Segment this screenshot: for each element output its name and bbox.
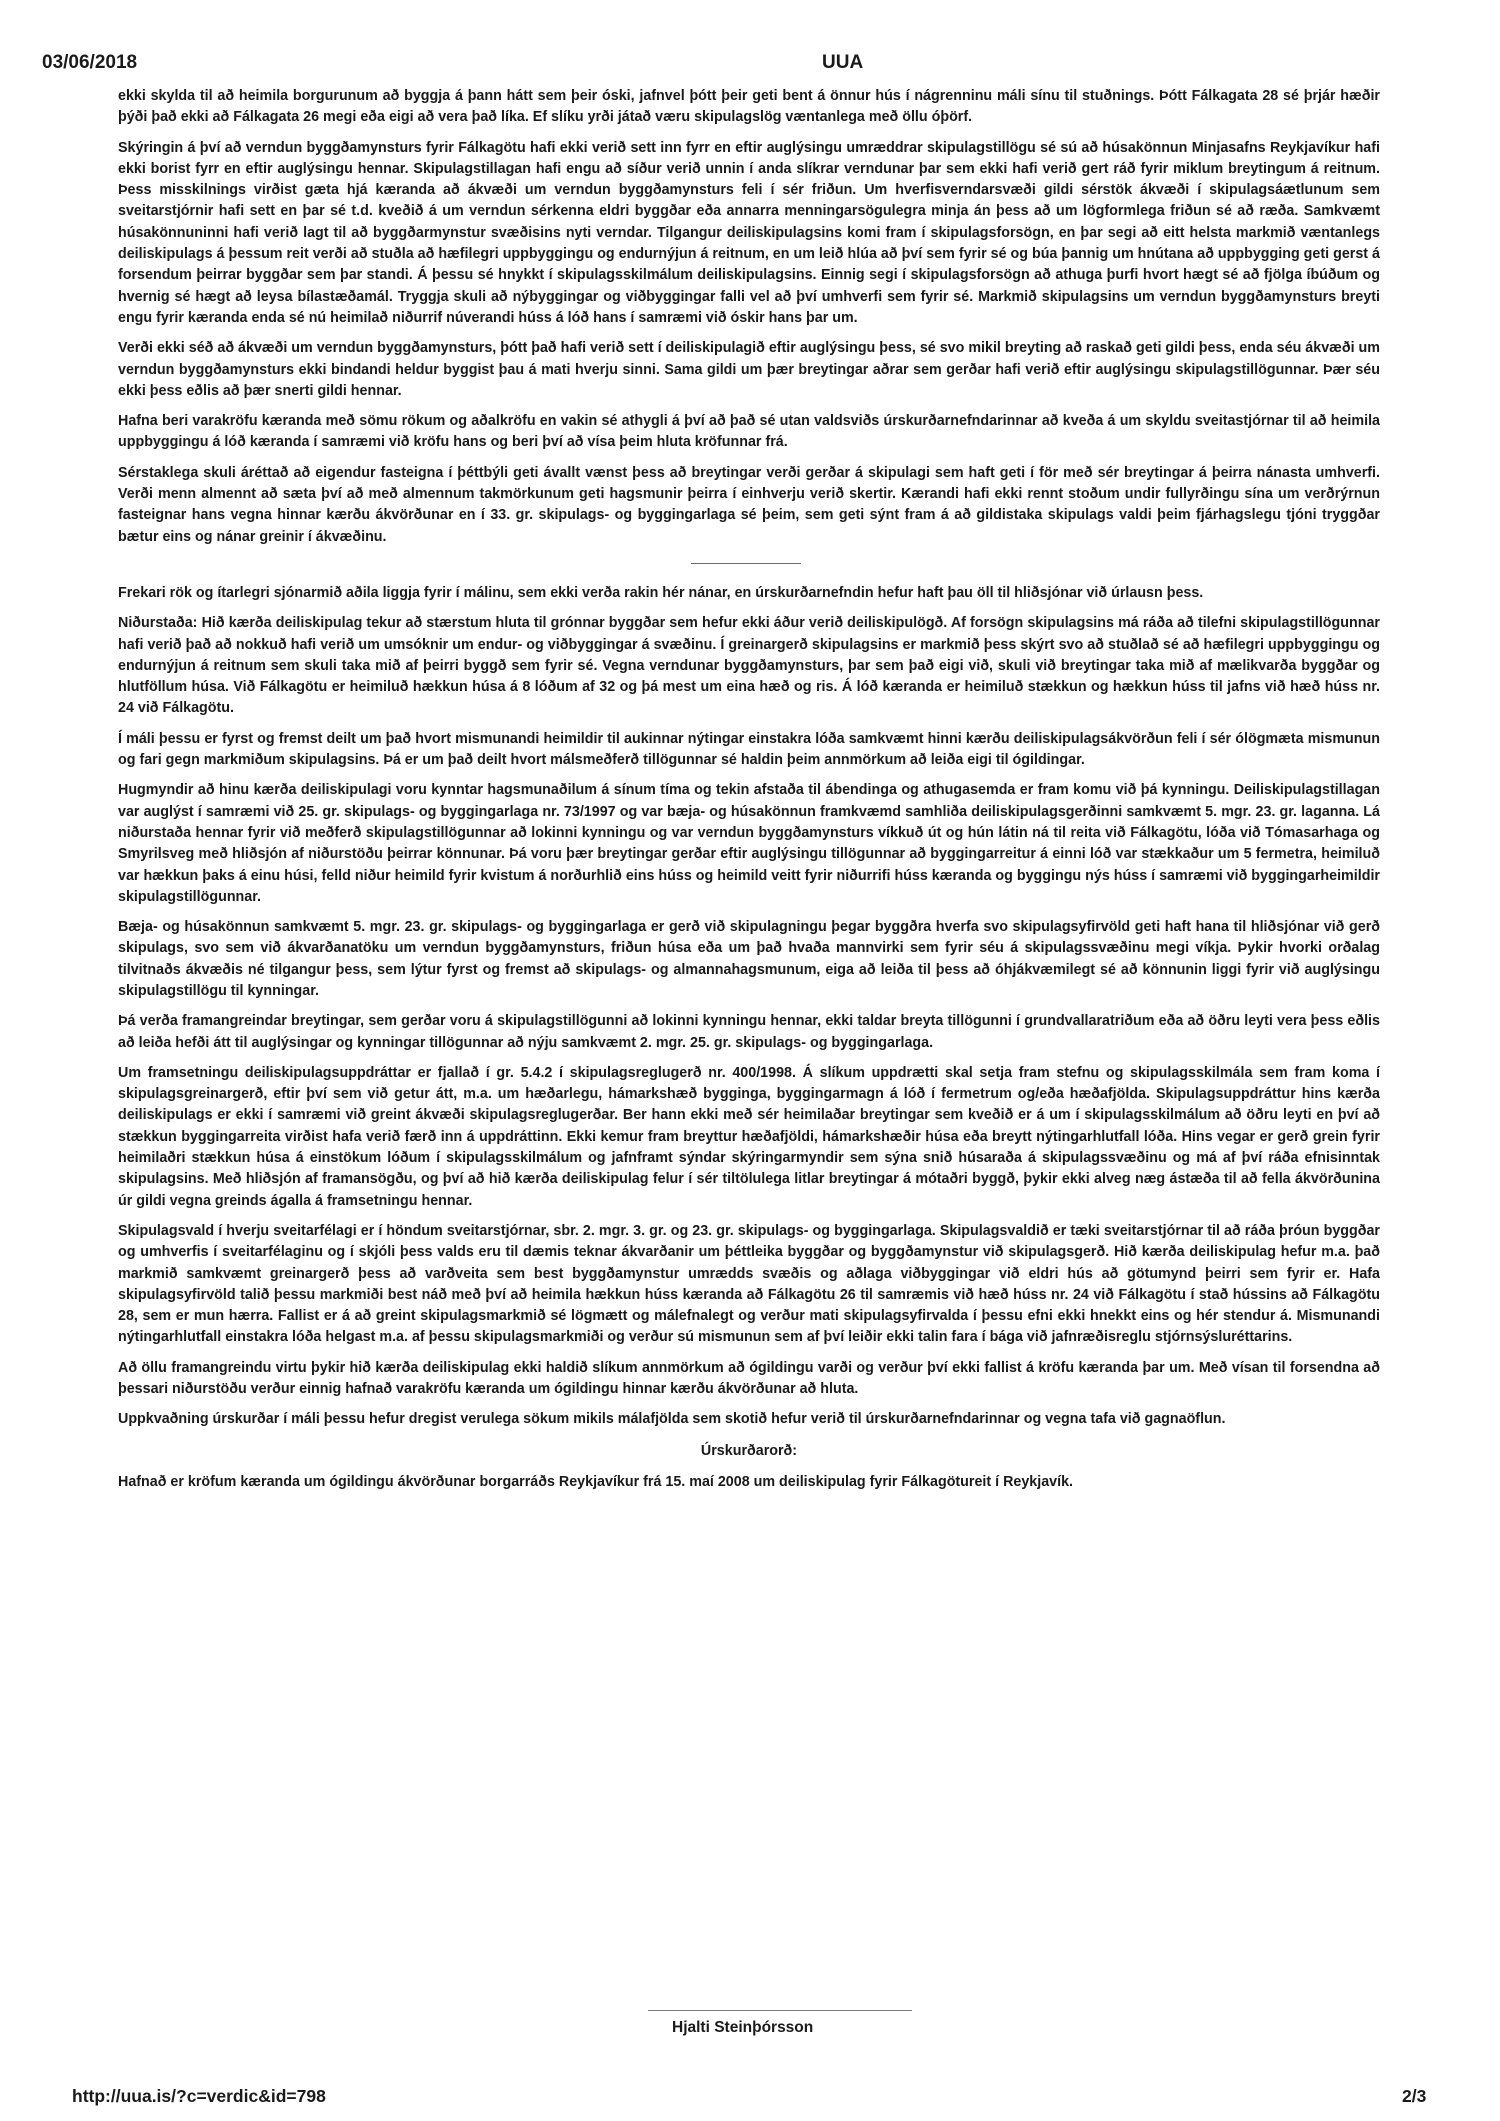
paragraph: Skipulagsvald í hverju sveitarfélagi er í höndum sveitarstjórnar, sbr. 2. mgr. 3. gr. og 23. gr. skipulags- og byggingarlaga. Skipulagsvaldið er tæki sveitarstjórnar til að ráða þróun byggðar og umhverfis í sveitarfélaginu og í skjóli þess valds eru til dæmis teknar ákvarðanir um þéttleika byggðar og byggðamynstur við skipulagsgerð. Hið kærða deiliskipulag hefur m.a. það markmið samkvæmt greinargerð þess að varðveita sem best byggðamynstur umrædds svæðis og aðlaga viðbyggingar við eldri hús að götumynd þeirri sem fyrir er. Hafa skipulagsyfirvöld talið þessu markmiði best náð með því að heimila hækkun húss kæranda að Fálkagötu 26 til samræmis við hæð húss nr. 24 við Fálkagötu í stað hússins að Fálkagötu 28, sem er mun hærra. Fallist er á að greint skipulagsmarkmið sé lögmætt og málefnalegt og verður mati skipulagsyfirvalda í þessu efni ekki hnekkt eins og hér stendur á. Mismunandi nýtingarhlutfall einstakra lóða helgast m.a. af þessu skipulagsmarkmiði og verður sú mismunun sem af því leiðir ekki talin fara í bága við jafnræðisreglu stjórnsýsluréttarins. xyxy=(118,1222,1380,1346)
paragraph: Um framsetningu deiliskipulagsuppdráttar er fjallað í gr. 5.4.2 í skipulagsreglugerð nr. 400/1998. Á slíkum uppdrætti skal setja fram stefnu og skipulagsskilmála sem fram koma í skipulagsgreinargerð, eftir því sem við getur átt, m.a. um hæðarlegu, hámarkshæð bygginga, byggingarmagn á lóð í fermetrum og/eða hæðafjölda. Skipulagsuppdráttur hins kærða deiliskipulags er ekki í samræmi við greint ákvæði skipulagsreglugerðar. Ber hann ekki með sér heimilaðar breytingar sem kveðið er á um í skipulagsskilmálum að öðru leyti en því að stækkun byggingarreita virðist hafa verið færð inn á uppdráttinn. Ekki kemur fram breyttur hæðafjöldi, hámarkshæðir húsa eða breytt nýtingarhlutfall lóða. Hins vegar er gerð grein fyrir heimilaðri stækkun húsa á einstökum lóðum í skipulagsskilmálum og jafnframt sýndar skýringarmyndir sem sýna snið húsaraða á skipulagssvæðinu og má af því ráða efnisinntak skipulagsins. Með hliðsjón af framansögðu, og því að hið kærða deiliskipulag felur í sér tiltölulega litlar breytingar á mótaðri byggð, þykir ekki alveg næg ástæða til að fella ákvörðunina úr gildi vegna greinds ágalla á framsetningu hennar. xyxy=(118,1064,1380,1209)
signature-name: Hjalti Steinþórsson xyxy=(672,2019,814,2036)
paragraph: Uppkvaðning úrskurðar í máli þessu hefur dregist verulega sökum mikils málafjölda sem skotið hefur verið til úrskurðarnefndarinnar og vegna tafa við gagnaöflun. xyxy=(118,1411,1226,1428)
paragraph: Skýringin á því að verndun byggðamynsturs fyrir Fálkagötu hafi ekki verið sett inn fyrr en eftir auglýsingu umræddrar skipulagstillögu sé sú að húsakönnun Minjasafns Reykjavíkur hafi ekki borist fyrr en eftir auglýsingu hennar. Skipulagstillagan hafi engu að síður verið unnin í anda slíkrar verndunar þar sem ekki hafi verið gert ráð fyrir miklum breytingum á reitnum. Þess misskilnings virðist gæta hjá kæranda að ákvæði um verndun byggðamynsturs feli í sér friðun. Um hverfisverndarsvæði gildi sérstök ákvæði í skipulagsáætlunum sem sveitarstjórnir hafi sett en þar sé t.d. kveðið á um verndun sérkenna eldri byggðar eða annarra menningarsögulegra minja án þess að um lögformlega friðun sé að ræða. Samkvæmt húsakönnuninni hafi verið lagt til að byggðarmynstur svæðisins nyti verndar. Tilgangur deiliskipulagsins komi fram í skipulagsforsögn, en þar segi að eitt helsta markmið væntanlegs deiliskipulags á þessum reit verði að stuðla að hæfilegri uppbyggingu og endurnýjun á reitnum, en um leið hlúa að því sem fyrir sé og búa þannig um hnútana að uppbygging geti gerst á forsendum þeirrar byggðar sem þar standi. Á þessu sé hnykkt í skipulagsskilmálum deiliskipulagsins. Einnig segi í skipulagsforsögn að athuga þurfi hvort hægt sé að fjölga íbúðum og hvernig sé hægt að leysa bílastæðamál. Tryggja skuli að nýbyggingar og viðbyggingar falli vel að því umhverfi sem fyrir sé. Markmið skipulagsins um verndun byggðamynsturs breyti engu fyrir kæranda enda sé nú heimilað niðurrif núverandi húss á lóð hans í samræmi við óskir hans þar um. xyxy=(118,139,1380,326)
paragraph-text: Hið kærða deiliskipulag tekur að stærstum hluta til grónnar byggðar sem hefur ekki áður verið deiliskipulögð. Af forsögn skipulagsins má ráða að tilefni skipulagstillögunnar hafi verið það að nokkuð hafi verið um umsóknir um endur- og viðbyggingar á svæðinu. Í greinargerð skipulagsins er markmið þess skýrt svo að stuðlað sé að hæfilegri uppbyggingu og endurnýjun á reitnum sem skuli taka mið af þeirri byggð sem fyrir sé. Vegna verndunar byggðamynsturs, þar sem það eigi við, skuli við breytingar taka mið af mælikvarða byggðar og hlutföllum húsa. Við Fálkagötu er heimiluð hækkun húsa á 8 lóðum af 32 og þá mest um eina hæð og ris. Á lóð kæranda er heimiluð stækkun og hækkun húss til jafns við hæð húss nr. 24 við Fálkagötu. xyxy=(118,615,1380,717)
paragraph: ekki skylda til að heimila borgurunum að byggja á þann hátt sem þeir óski, jafnvel þótt þeir geti bent á önnur hús í nágrenninu máli sínu til stuðnings. Þótt Fálkagata 28 sé þrjár hæðir þýði það ekki að Fálkagata 26 megi eða eigi að vera það líka. Ef slíku yrði játað væru skipulagslög væntanlega með öllu óþörf. xyxy=(118,88,1380,126)
paragraph: Að öllu framangreindu virtu þykir hið kærða deiliskipulag ekki haldið slíkum annmörkum að ógildingu varði og verður því ekki fallist á kröfu kæranda þar um. Með vísan til forsendna að þessari niðurstöðu verður einnig hafnað varakröfu kæranda um ógildingu hinnar kærðu ákvörðunar að hluta. xyxy=(118,1359,1380,1398)
footer-page-number: 2/3 xyxy=(1402,2086,1427,2106)
nidurstada-label: Niðurstaða: xyxy=(118,615,198,632)
signature-line xyxy=(648,2010,912,2011)
header-site-title: UUA xyxy=(822,52,864,73)
section-divider-row xyxy=(118,557,1380,575)
paragraph: Verði ekki séð að ákvæði um verndun byggðamynsturs, þótt það hafi verið sett í deiliskipulagið eftir auglýsingu þess, sé svo mikil breyting að raskað geti gildi þess, enda séu ákvæði um verndun byggðamynsturs ekki bindandi heldur byggist þau á mati hverju sinni. Sama gildi um þær breytingar aðrar sem gerðar hafi verið eftir auglýsingu skipulagstillögunnar. Þær séu ekki þess eðlis að þær snerti gildi hennar. xyxy=(118,340,1380,399)
document-body xyxy=(118,86,1380,1502)
paragraph: Hafna beri varakröfu kæranda með sömu rökum og aðalkröfu en vakin sé athygli á því að það sé utan valdsviðs úrskurðarnefndarinnar að kveða á um skyldu sveitastjórnar til að heimila uppbyggingu á lóð kæranda í samræmi við kröfu hans og beri því að vísa þeim hluta kröfunnar frá. xyxy=(118,413,1380,451)
paragraph: Bæja- og húsakönnun samkvæmt 5. mgr. 23. gr. skipulags- og byggingarlaga er gerð við skipulagningu þegar byggðra hverfa svo skipulagsyfirvöld geti haft hana til hliðsjónar við gerð skipulags, svo sem við ákvarðanatöku um verndun byggðamynsturs, friðun húsa eða um það hvaða mannvirki sem fyrir séu á skipulagssvæðinu megi víkja. Þykir hvorki orðalag tilvitnaðs ákvæðis né tilgangur þess, sem lýtur fyrst og fremst að skipulags- og almannahagsmunum, eiga að leiða til þess að óhjákvæmilegt sé að könnunin liggi fyrir við auglýsingu skipulagstillögu til kynningar. xyxy=(118,919,1380,999)
paragraph: Hugmyndir að hinu kærða deiliskipulagi voru kynntar hagsmunaðilum á sínum tíma og tekin afstaða til ábendinga og athugasemda er fram komu við þá kynningu. Deiliskipulagstillagan var auglýst í samræmi við 25. gr. skipulags- og byggingarlaga nr. 73/1997 og var bæja- og húsakönnun framkvæmd samhliða deiliskipulagsgerðinni samkvæmt 5. mgr. 23. gr. laganna. Lá niðurstaða hennar fyrir við meðferð skipulagstillögunnar að lokinni kynningu og var verndun byggðamynsturs víkkuð út og hún látin ná til reita við Fálkagötu, lóða við Tómasarhaga og Smyrilsveg með hliðsjón af niðurstöðu þeirrar könnunar. Þá voru þær breytingar gerðar eftir auglýsingu tillögunnar að byggingarreitur á einni lóð var stækkaður um 5 fermetra, heimiluð var hækkun þaks á einu húsi, felld niður heimild fyrir kvistum á norðurhlið eins húss og heimild veitt fyrir niðurrifi húss kæranda og byggingu nýs húss í samræmi við byggingarheimildir skipulagstillögunnar. xyxy=(118,782,1380,905)
paragraph: Sérstaklega skuli áréttað að eigendur fasteigna í þéttbýli geti ávallt vænst þess að breytingar verði gerðar á skipulagi sem haft geti í för með sér breytingar á þeirra nánasta umhverfi. Verði menn almennt að sæta því að með almennum takmörkunum geti hagsmunir þeirra í einhverju verið skertir. Kærandi hafi ekki rennt stoðum undir fullyrðingu sína um verðrýrnun fasteignar hans vegna hinnar kærðu ákvörðunar en í 33. gr. skipulags- og byggingarlaga sé þeim, sem geti sýnt fram á að gildistaka skipulags valdi þeim fjárhagslegu tjóni tryggðar bætur eins og nánar greinir í ákvæðinu. xyxy=(118,464,1380,545)
verdict-paragraph: Hafnað er kröfum kæranda um ógildingu ákvörðunar borgarráðs Reykjavíkur frá 15. maí 2008 um deiliskipulag fyrir Fálkagötureit í Reykjavík. xyxy=(118,1473,1074,1490)
paragraph: Frekari rök og ítarlegri sjónarmið aðila liggja fyrir í málinu, sem ekki verða rakin hér nánar, en úrskurðarnefndin hefur haft þau öll til hliðsjónar við úrlausn þess. xyxy=(118,584,1204,601)
section-divider xyxy=(691,563,801,564)
paragraph-nidurstada xyxy=(118,613,1380,719)
paragraph: Þá verða framangreindar breytingar, sem gerðar voru á skipulagstillögunni að lokinni kynningu hennar, ekki taldar breyta tillögunni í grundvallaratriðum eða að öðru leyti vera þess eðlis að leiða hefði átt til auglýsingar og kynningar tillögunnar að nýju samkvæmt 2. mgr. 25. gr. skipulags- og byggingarlaga. xyxy=(118,1013,1380,1051)
verdict-heading: Úrskurðarorð: xyxy=(700,1442,798,1459)
header-date: 03/06/2018 xyxy=(42,52,138,73)
paragraph: Í máli þessu er fyrst og fremst deilt um það hvort mismunandi heimildir til aukinnar nýtingar einstakra lóða samkvæmt hinni kærðu deiliskipulagsákvörðun feli í sér ólögmæta mismunun og fari gegn markmiðum skipulagsins. Þá er um það deilt hvort málsmeðferð tillögunnar sé haldin þeim annmörkum að leiða eigi til ógildingar. xyxy=(118,730,1380,769)
footer-url-link[interactable]: http://uua.is/?c=verdic&id=798 xyxy=(72,2086,326,2106)
